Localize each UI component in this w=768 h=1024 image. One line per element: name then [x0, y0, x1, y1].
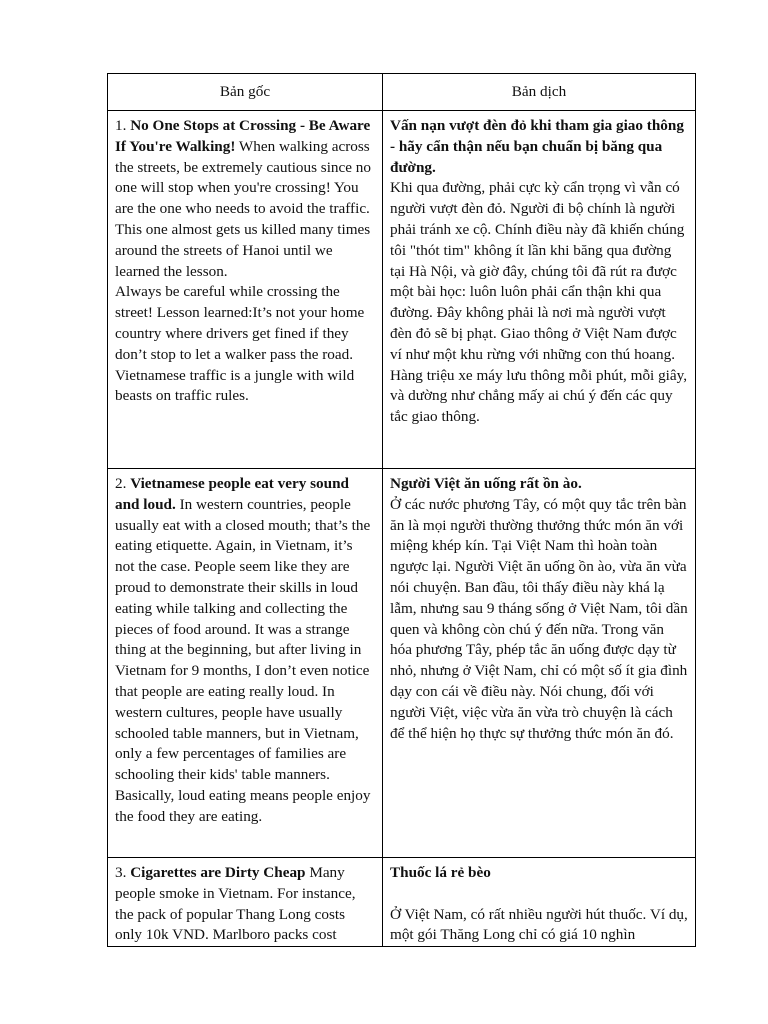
- translation-body: Ở Việt Nam, có rất nhiều người hút thuốc. Ví dụ, một gói Thăng Long chỉ có giá 10 nghìn: [390, 905, 688, 944]
- item-body: When walking across the streets, be extremely cautious since no one will stop when you're crossing! You are the one who needs to avoid the traffic. This one almost gets us killed many times around the streets of Hanoi until we learned the lesson.: [115, 137, 371, 280]
- table-row: [108, 858, 696, 947]
- item-title: No One Stops at Crossing - Be Aware If You're Walking!: [115, 117, 371, 155]
- item-number: 3.: [115, 864, 131, 881]
- translation-title: Vấn nạn vượt đèn đỏ khi tham gia giao thông - hãy cẩn thận nếu bạn chuẩn bị băng qua đường.: [390, 117, 684, 176]
- item-number: 2.: [115, 475, 131, 492]
- item-body-continued: Always be careful while crossing the street! Lesson learned:It’s not your home country where drivers get fined if they don’t stop to let a walker pass the road. Vietnamese traffic is a jungle with wild beasts on traffic rules.: [115, 283, 365, 405]
- original-cell: [108, 858, 383, 947]
- translation-cell: [383, 111, 696, 469]
- original-cell: [108, 111, 383, 469]
- translation-cell: [383, 858, 696, 947]
- header-original: Bản gốc: [108, 74, 383, 111]
- original-cell: [108, 469, 383, 858]
- table-row: [108, 469, 696, 858]
- item-body: Many people smoke in Vietnam. For instance, the pack of popular Thang Long costs only 10k VND. Marlboro packs cost: [115, 864, 356, 944]
- translation-title: Người Việt ăn uống rất ồn ào.: [390, 475, 582, 492]
- item-title: Vietnamese people eat very sound and loud.: [115, 475, 349, 513]
- table-header-row: [108, 74, 696, 111]
- translation-title: Thuốc lá rẻ bèo: [390, 864, 491, 881]
- paragraph-gap: [390, 884, 688, 905]
- item-title: Cigarettes are Dirty Cheap: [130, 864, 306, 881]
- table-row: [108, 111, 696, 469]
- item-number: 1.: [115, 117, 131, 134]
- translation-table: [107, 73, 696, 947]
- translation-cell: [383, 469, 696, 858]
- item-body: In western countries, people usually eat with a closed mouth; that’s the eating etiquette. Again, in Vietnam, it’s not the case. People seem like they are proud to demonstrate their skills in loud eating while talking and collecting the pieces of food around. It was a strange thing at the beginning, but after living in Vietnam for 9 months, I don’t even notice that people are eating really loud. In western cultures, people have usually schooled table manners, but in Vietnam, only a few percentages of families are schooling their kids' table manners. Basically, loud eating means people enjoy the food they are eating.: [115, 495, 371, 825]
- translation-body: Khi qua đường, phải cực kỳ cẩn trọng vì vẫn có người vượt đèn đỏ. Người đi bộ chính là người phải tránh xe cộ. Chính điều này đã khiến chúng tôi "thót tim" không ít lần khi băng qua đường tại Hà Nội, và giờ đây, chúng tôi đã rút ra được một bài học: luôn luôn phải cẩn thận khi qua đường. Đây không phải là nơi mà người vượt đèn đỏ sẽ bị phạt. Giao thông ở Việt Nam được ví như một khu rừng với những con thú hoang. Hàng triệu xe máy lưu thông mỗi phút, mỗi giây, và dường như chẳng mấy ai chú ý đến các quy tắc giao thông.: [390, 179, 688, 426]
- translation-body: Ở các nước phương Tây, có một quy tắc trên bàn ăn là mọi người thường thưởng thức món ăn với miệng khép kín. Tại Việt Nam thì hoàn toàn ngược lại. Người Việt ăn uống ồn ào, vừa ăn vừa nói chuyện. Ban đầu, tôi thấy điều này khá lạ lẫm, nhưng sau 9 tháng sống ở Việt Nam, tôi dần quen và không còn chú ý đến nữa. Trong văn hóa phương Tây, phép tắc ăn uống được dạy từ nhỏ, nhưng ở Việt Nam, chỉ có một số ít gia đình dạy con cái về điều này. Nói chung, đối với người Việt, việc vừa ăn vừa trò chuyện là cách để thể hiện họ thực sự thưởng thức món ăn đó.: [390, 495, 688, 742]
- header-translation: Bản dịch: [383, 74, 696, 111]
